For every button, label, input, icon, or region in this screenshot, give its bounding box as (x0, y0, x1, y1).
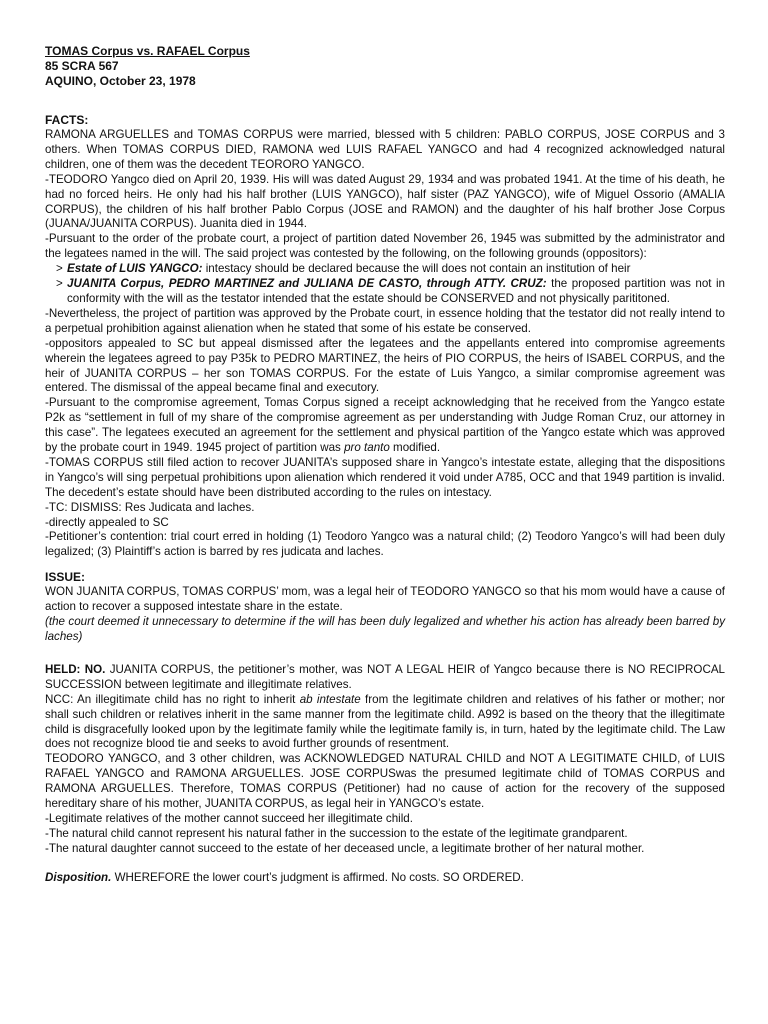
held-paragraph-5: -The natural child cannot represent his natural father in the succession to the estate of the legitimate grandparent. (45, 826, 628, 840)
held-paragraph-2 (45, 693, 725, 753)
held-p2-text-b: from the legitimate children and relatives of his father or mother; nor shall such children or relatives inherit in the same manner from the legitimate child. A992 is based on the theory that the illegitimate child is disgracefully looked upon by the legitimate family while the legitimate family is, in turn, hated by the legitimate child. The Law does not recognize blood tie and seeks to avoid further grounds of resentment. (45, 692, 726, 751)
facts-paragraph-2: -TEODORO Yangco died on April 20, 1939. His will was dated August 29, 1934 and was probated 1941. At the time of his death, he had no forced heirs. He only had his half brother (LUIS YANGCO), half sister (PAZ YANGCO), wife of Miguel Ossorio (AMALIA CORPUS), the children of his half brother Pablo Corpus (JOSE and RAMON) and the daughter of his half brother Jose Corpus (JUANA/JUANITA CORPUS). Juanita died in 1944. (45, 172, 725, 231)
facts-paragraph-6 (45, 396, 725, 456)
facts-paragraph-4: -Nevertheless, the project of partition was approved by the Probate court, in essence holding that the testator did not really intend to a perpetual prohibition against alienation when he stated that some of his estate be conserved. (45, 306, 725, 335)
held-paragraph-3: TEODORO YANGCO, and 3 other children, was ACKNOWLEDGED NATURAL CHILD and NOT A LEGITIMATE CHILD, of LUIS RAFAEL YANGCO and RAMONA ARGUELLES. JOSE CORPUSwas the presumed legitimate child of TOMAS CORPUS and RAMONA ARGUELLES. Therefore, TOMAS CORPUS (Petitioner) had no cause of action for the recovery of the supposed hereditary share of his mother, JUANITA CORPUS, as legal heir in YANGCO’s estate. (45, 752, 725, 811)
held-p2-emphasis: ab intestate (299, 692, 361, 706)
facts-bullet-1 (45, 262, 725, 277)
bullet-text: intestacy should be declared because the will does not contain an institution of heir (202, 262, 631, 276)
case-digest-page (45, 44, 725, 886)
facts-paragraph-5: -oppositors appealed to SC but appeal dismissed after the legatees and the appellants entered into compromise agreements wherein the legatees agreed to pay P35k to PEDRO MARTINEZ, the heirs of PIO CORPUS, the heirs of ISABEL CORPUS, and the heir of JUANITA CORPUS – her son TOMAS CORPUS. For the estate of Luis Yangco, a similar compromise agreement was entered. The dismissal of the appeal became final and executory. (45, 336, 725, 395)
bullet-lead: JUANITA Corpus, PEDRO MARTINEZ and JULIANA DE CASTO, through ATTY. CRUZ: (67, 277, 547, 291)
facts-paragraph-8: -TC: DISMISS: Res Judicata and laches. (45, 500, 255, 514)
bullet-text: the proposed partition was not in conformity with the will as the testator intended that the estate should be CONSERVED and not physically parititoned. (67, 277, 726, 305)
case-ponente: AQUINO, October 23, 1978 (45, 74, 196, 88)
issue-paragraph: WON JUANITA CORPUS, TOMAS CORPUS’ mom, was a legal heir of TEODORO YANGCO so that his mom would have a cause of action to recover a supposed intestate share in the estate. (45, 585, 725, 614)
issue-note-text: (the court deemed it unnecessary to determine if the will has been duly legalized and whether his action has already been barred by laches) (45, 615, 725, 643)
facts-p6-text-b: modified. (389, 441, 441, 455)
facts-paragraph-7: -TOMAS CORPUS still filed action to recover JUANITA’s supposed share in Yangco’s intestate estate, alleging that the dispositions in Yangco’s will sing perpetual prohibitions upon alienation which rendered it void under A785, OCC and that 1949 partition is invalid. The decedent’s estate should have been distributed according to the rules on intestacy. (45, 455, 725, 499)
held-p2-text-a: NCC: An illegitimate child has no right to inherit (45, 692, 300, 706)
held-paragraph-4: -Legitimate relatives of the mother cannot succeed her illegitimate child. (45, 811, 413, 825)
held-text: JUANITA CORPUS, the petitioner’s mother, was NOT A LEGAL HEIR of Yangco because there is NO RECIPROCAL SUCCESSION between legitimate and illegitimate relatives. (45, 662, 725, 691)
bullet-lead: Estate of LUIS YANGCO: (67, 262, 203, 276)
disposition-paragraph (45, 871, 725, 886)
disposition-text: WHEREFORE the lower court’s judgment is affirmed. No costs. SO ORDERED. (111, 870, 524, 884)
held-paragraph-1 (45, 663, 725, 693)
issue-note (45, 615, 725, 645)
disposition-label: Disposition. (45, 870, 112, 884)
held-paragraph-6: -The natural daughter cannot succeed to the estate of her deceased uncle, a legitimate brother of her natural mother. (45, 841, 645, 855)
bullet-arrow: > (56, 262, 63, 276)
held-label: HELD: NO. (45, 662, 106, 676)
facts-heading: FACTS: (45, 113, 89, 127)
issue-heading: ISSUE: (45, 570, 86, 585)
bullet-arrow: > (56, 277, 63, 291)
facts-paragraph-3: -Pursuant to the order of the probate court, a project of partition dated November 26, 1945 was submitted by the administrator and the legatees named in the will. The said project was contested by the following, on the following grounds (oppositors): (45, 232, 725, 261)
facts-paragraph-9: -directly appealed to SC (45, 515, 169, 529)
case-title: TOMAS Corpus vs. RAFAEL Corpus (45, 44, 250, 58)
case-citation: 85 SCRA 567 (45, 59, 119, 73)
facts-p6-emphasis: pro tanto (344, 441, 390, 455)
facts-paragraph-1: RAMONA ARGUELLES and TOMAS CORPUS were married, blessed with 5 children: PABLO CORPUS, JOSE CORPUS and 3 others. When TOMAS CORPUS DIED, RAMONA wed LUIS RAFAEL YANGCO and had 4 recognized acknowledged natural children, one of them was the decedent TEORORO YANGCO. (45, 128, 725, 171)
facts-bullet-2 (45, 277, 725, 307)
facts-p6-text-a: -Pursuant to the compromise agreement, Tomas Corpus signed a receipt acknowledging that he received from the Yangco estate P2k as “settlement in full of my share of the compromise agreement as per understanding with Judge Roman Cruz, our attorney in this case”. The legatees executed an agreement for the settlement and physical partition of the Yangco estate which was approved by the probate court in 1949. 1945 project of partition was (45, 396, 725, 455)
case-header (45, 44, 725, 89)
facts-paragraph-10: -Petitioner’s contention: trial court erred in holding (1) Teodoro Yangco was a natural child; (2) Teodoro Yangco’s will had been duly legalized; (3) Plaintiff’s action is barred by res judicata and laches. (45, 530, 725, 559)
